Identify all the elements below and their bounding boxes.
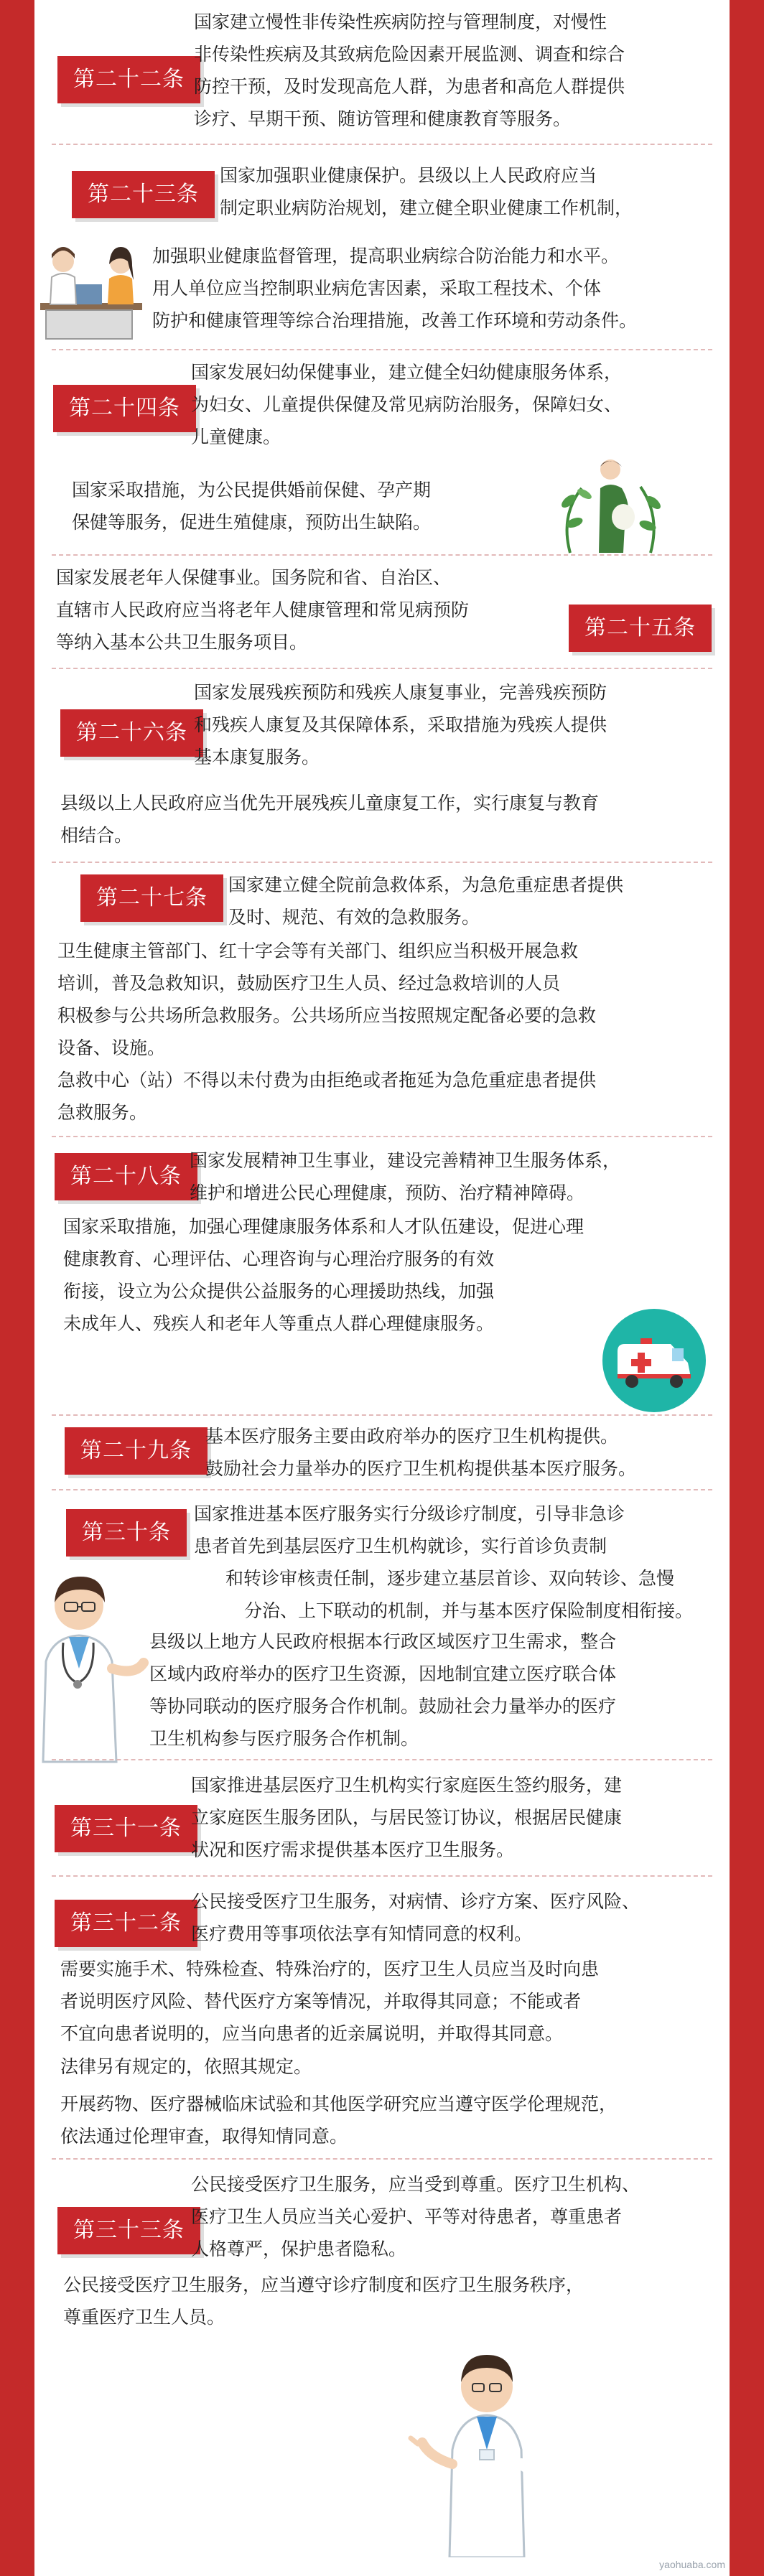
text-line: 儿童健康。 bbox=[191, 426, 281, 447]
article-31-para-1 bbox=[191, 1769, 622, 1866]
article-tag-30: 第三十条 bbox=[66, 1509, 187, 1557]
text-line: 卫生健康主管部门、红十字会等有关部门、组织应当积极开展急救 bbox=[57, 941, 579, 961]
text-line: 医疗卫生人员应当关心爱护、平等对待患者，尊重患者 bbox=[191, 2206, 623, 2227]
text-line: 国家加强职业健康保护。县级以上人民政府应当 bbox=[220, 165, 597, 186]
dashed-divider bbox=[52, 1489, 712, 1490]
dashed-divider bbox=[52, 1414, 712, 1416]
text-line: 状况和医疗需求提供基本医疗卫生服务。 bbox=[191, 1839, 515, 1860]
text-line: 不宜向患者说明的，应当向患者的近亲属说明，并取得其同意。 bbox=[60, 2023, 564, 2044]
text-line: 防护和健康管理等综合治理措施，改善工作环境和劳动条件。 bbox=[152, 310, 638, 331]
article-32-para-4 bbox=[60, 2088, 617, 2152]
dashed-divider bbox=[52, 668, 712, 669]
article-tag-26: 第二十六条 bbox=[60, 709, 203, 757]
text-line: 国家发展老年人保健事业。国务院和省、自治区、 bbox=[56, 567, 452, 588]
dashed-divider bbox=[52, 2158, 712, 2160]
text-line: 国家发展精神卫生事业，建设完善精神卫生服务体系， bbox=[190, 1150, 621, 1171]
dashed-divider bbox=[52, 1759, 712, 1760]
text-line: 国家采取措施，加强心理健康服务体系和人才队伍建设，促进心理 bbox=[63, 1216, 584, 1237]
article-tag-24: 第二十四条 bbox=[53, 385, 196, 432]
article-30-para-1 bbox=[194, 1498, 693, 1627]
text-line: 等协同联动的医疗服务合作机制。鼓励社会力量举办的医疗 bbox=[149, 1696, 617, 1717]
article-23-para-2 bbox=[152, 240, 637, 337]
text-line: 诊疗、早期干预、随访管理和健康教育等服务。 bbox=[194, 108, 572, 129]
text-line: 直辖市人民政府应当将老年人健康管理和常见病预防 bbox=[56, 599, 470, 620]
text-line: 国家发展妇幼保健事业，建立健全妇幼健康服务体系， bbox=[191, 362, 623, 383]
article-27-para-3 bbox=[57, 1064, 596, 1129]
text-line: 立家庭医生服务团队，与居民签订协议，根据居民健康 bbox=[191, 1807, 623, 1828]
text-line: 人格尊严，保护患者隐私。 bbox=[191, 2239, 407, 2259]
text-line: 尊重医疗卫生人员。 bbox=[63, 2307, 225, 2328]
article-22-para-1 bbox=[194, 6, 625, 135]
text-line: 国家发展残疾预防和残疾人康复事业，完善残疾预防 bbox=[194, 682, 607, 703]
article-28-para-2 bbox=[63, 1210, 584, 1340]
article-33-para-2 bbox=[63, 2269, 584, 2333]
dashed-divider bbox=[52, 862, 712, 863]
article-33-para-1 bbox=[191, 2168, 640, 2265]
text-line: 加强职业健康监督管理，提高职业病综合防治能力和水平。 bbox=[152, 246, 620, 266]
text-line: 制定职业病防治规划，建立健全职业健康工作机制， bbox=[220, 197, 633, 218]
text-line: 及时、规范、有效的急救服务。 bbox=[228, 907, 480, 928]
doctor-illustration bbox=[27, 1568, 149, 1769]
article-23-para-1 bbox=[220, 159, 633, 224]
article-24-para-2 bbox=[72, 474, 431, 538]
article-26-para-2 bbox=[60, 787, 599, 851]
text-line: 公民接受医疗卫生服务，应当遵守诊疗制度和医疗卫生服务秩序， bbox=[63, 2274, 584, 2295]
text-line: 积极参与公共场所急救服务。公共场所应当按照规定配备必要的急救 bbox=[57, 1005, 597, 1026]
doctor-consultation-illustration bbox=[36, 237, 151, 345]
text-line: 未成年人、残疾人和老年人等重点人群心理健康服务。 bbox=[63, 1313, 495, 1334]
article-tag-29: 第二十九条 bbox=[65, 1427, 208, 1475]
text-line: 急救中心（站）不得以未付费为由拒绝或者拖延为急危重症患者提供 bbox=[57, 1070, 597, 1091]
text-line: 鼓励社会力量举办的医疗卫生机构提供基本医疗服务。 bbox=[205, 1458, 637, 1479]
text-line: 防控干预，及时发现高危人群，为患者和高危人群提供 bbox=[194, 76, 625, 97]
text-line: 设备、设施。 bbox=[57, 1037, 166, 1058]
article-tag-27: 第二十七条 bbox=[80, 874, 223, 922]
text-line: 国家采取措施，为公民提供婚前保健、孕产期 bbox=[72, 480, 432, 500]
text-line: 区域内政府举办的医疗卫生资源，因地制宜建立医疗联合体 bbox=[149, 1663, 617, 1684]
ambulance-icon bbox=[600, 1307, 708, 1414]
text-line: 者说明医疗风险、替代医疗方案等情况，并取得其同意；不能或者 bbox=[60, 1991, 582, 2012]
article-tag-31: 第三十一条 bbox=[55, 1805, 197, 1852]
article-27-para-1 bbox=[228, 869, 623, 933]
article-27-para-2 bbox=[57, 935, 596, 1064]
text-line: 医疗费用等事项依法享有知情同意的权利。 bbox=[191, 1923, 533, 1944]
text-line: 国家建立健全院前急救体系，为急危重症患者提供 bbox=[228, 874, 624, 895]
dashed-divider bbox=[52, 144, 712, 145]
text-line: 培训，普及急救知识，鼓励医疗卫生人员、经过急救培训的人员 bbox=[57, 973, 561, 994]
article-32-para-2 bbox=[60, 1953, 599, 2050]
text-line: 相结合。 bbox=[60, 825, 133, 846]
text-line: 健康教育、心理评估、心理咨询与心理治疗服务的有效 bbox=[63, 1249, 495, 1269]
article-32-para-1 bbox=[191, 1885, 640, 1950]
dashed-divider bbox=[52, 554, 712, 556]
article-tag-32: 第三十二条 bbox=[55, 1900, 197, 1947]
text-line: 等纳入基本公共卫生服务项目。 bbox=[56, 632, 308, 653]
text-line: 国家推进基本医疗服务实行分级诊疗制度，引导非急诊 bbox=[194, 1503, 625, 1524]
pregnant-woman-illustration bbox=[553, 451, 668, 559]
text-line: 公民接受医疗卫生服务，对病情、诊疗方案、医疗风险、 bbox=[191, 1891, 640, 1912]
text-line: 国家建立慢性非传染性疾病防控与管理制度，对慢性 bbox=[194, 11, 607, 32]
text-line: 公民接受医疗卫生服务，应当受到尊重。医疗卫生机构、 bbox=[191, 2174, 640, 2195]
dashed-divider bbox=[52, 349, 712, 350]
article-tag-23: 第二十三条 bbox=[72, 171, 215, 218]
article-24-para-1 bbox=[191, 356, 622, 453]
dashed-divider bbox=[52, 1875, 712, 1877]
article-25-para-1 bbox=[56, 561, 469, 658]
text-line: 县级以上地方人民政府根据本行政区域医疗卫生需求，整合 bbox=[149, 1631, 617, 1652]
article-32-para-3 bbox=[60, 2050, 312, 2083]
text-line: 非传染性疾病及其致病危险因素开展监测、调查和综合 bbox=[194, 44, 625, 65]
text-line: 分治、上下联动的机制，并与基本医疗保险制度相衔接。 bbox=[244, 1600, 694, 1621]
text-line: 维护和增进公民心理健康，预防、治疗精神障碍。 bbox=[190, 1182, 585, 1203]
article-26-para-1 bbox=[194, 676, 607, 773]
text-line: 和转诊审核责任制，逐步建立基层首诊、双向转诊、急慢 bbox=[225, 1568, 675, 1589]
article-tag-25: 第二十五条 bbox=[569, 605, 712, 652]
article-28-para-1 bbox=[190, 1144, 620, 1209]
text-line: 依法通过伦理审查，取得知情同意。 bbox=[60, 2126, 348, 2147]
content-page bbox=[34, 0, 730, 2576]
dashed-divider bbox=[52, 1136, 712, 1137]
text-line: 用人单位应当控制职业病危害因素，采取工程技术、个体 bbox=[152, 278, 602, 299]
text-line: 保健等服务，促进生殖健康，预防出生缺陷。 bbox=[72, 512, 432, 533]
text-line: 开展药物、医疗器械临床试验和其他医学研究应当遵守医学伦理规范， bbox=[60, 2094, 618, 2114]
text-line: 县级以上人民政府应当优先开展残疾儿童康复工作，实行康复与教育 bbox=[60, 793, 600, 813]
text-line: 基本康复服务。 bbox=[194, 747, 320, 767]
text-line: 和残疾人康复及其保障体系，采取措施为残疾人提供 bbox=[194, 714, 607, 735]
article-29-para-1 bbox=[205, 1420, 636, 1485]
text-line: 基本医疗服务主要由政府举办的医疗卫生机构提供。 bbox=[205, 1426, 619, 1447]
article-tag-28: 第二十八条 bbox=[55, 1153, 197, 1200]
text-line: 国家推进基层医疗卫生机构实行家庭医生签约服务，建 bbox=[191, 1775, 623, 1796]
text-line: 衔接，设立为公众提供公益服务的心理援助热线，加强 bbox=[63, 1281, 495, 1302]
watermark: yaohuaba.com bbox=[659, 2559, 725, 2570]
text-line: 患者首先到基层医疗卫生机构就诊，实行首诊负责制 bbox=[194, 1536, 607, 1557]
article-tag-33: 第三十三条 bbox=[57, 2207, 200, 2254]
article-30-para-2 bbox=[149, 1625, 616, 1755]
text-line: 急救服务。 bbox=[57, 1102, 148, 1123]
text-line: 为妇女、儿童提供保健及常见病防治服务，保障妇女、 bbox=[191, 394, 623, 415]
text-line: 需要实施手术、特殊检查、特殊治疗的，医疗卫生人员应当及时向患 bbox=[60, 1959, 600, 1979]
doctor-pointing-illustration bbox=[408, 2342, 566, 2557]
text-line: 法律另有规定的，依照其规定。 bbox=[60, 2056, 312, 2077]
text-line: 卫生机构参与医疗服务合作机制。 bbox=[149, 1728, 419, 1749]
article-tag-22: 第二十二条 bbox=[57, 56, 200, 103]
